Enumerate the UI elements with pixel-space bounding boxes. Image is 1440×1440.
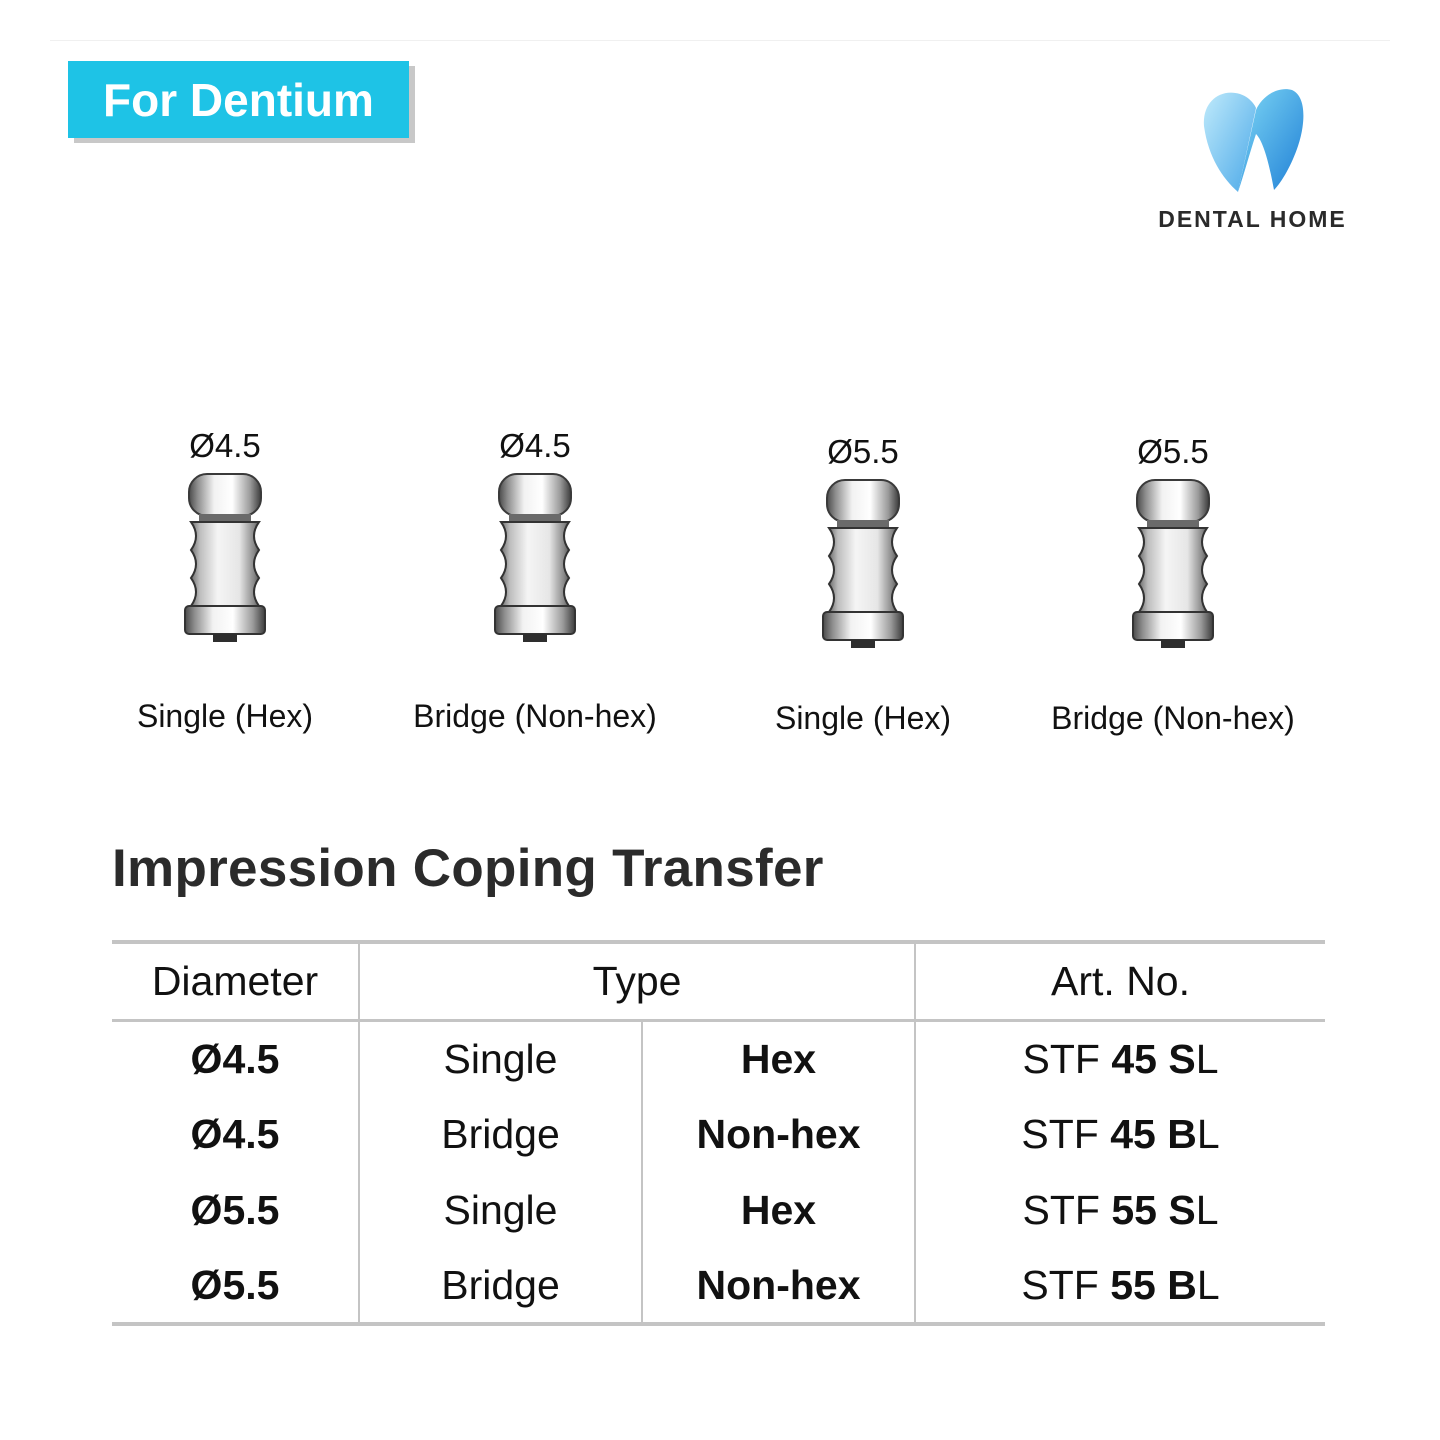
table-row (112, 1020, 1325, 1096)
header-type: Type (359, 942, 915, 1020)
product-card-3 (713, 432, 1013, 736)
cell-diameter: Ø4.5 (112, 1020, 359, 1096)
art-suffix: L (1196, 1261, 1220, 1308)
cell-type: Single (359, 1020, 642, 1096)
cell-connection: Non-hex (642, 1096, 915, 1172)
product-diameter: Ø4.5 (189, 427, 261, 464)
product-diameter: Ø5.5 (1137, 433, 1209, 470)
brand-tag: For Dentium (68, 61, 409, 138)
cell-diameter: Ø5.5 (112, 1172, 359, 1248)
art-code: 55 S (1111, 1186, 1196, 1233)
art-prefix: STF (1021, 1261, 1111, 1308)
art-suffix: L (1195, 1186, 1219, 1233)
product-diameter: Ø4.5 (499, 427, 571, 464)
impression-coping-image (485, 470, 585, 655)
product-label: Single (Hex) (136, 698, 314, 734)
product-label: Bridge (Non-hex) (413, 698, 657, 734)
art-prefix: STF (1022, 1186, 1112, 1233)
product-label: Single (Hex) (774, 700, 952, 736)
logo-text: DENTAL HOME (1158, 206, 1347, 232)
cell-diameter: Ø5.5 (112, 1248, 359, 1324)
art-suffix: L (1195, 1036, 1219, 1083)
impression-coping-image (175, 470, 275, 655)
art-suffix: L (1196, 1110, 1220, 1157)
cell-art-no (915, 1096, 1325, 1172)
cell-type: Bridge (359, 1096, 642, 1172)
product-label: Bridge (Non-hex) (1051, 700, 1295, 736)
art-code: 55 B (1110, 1261, 1197, 1308)
tooth-logo-icon (1198, 82, 1308, 194)
section-title: Impression Coping Transfer (112, 839, 824, 898)
product-diameter: Ø5.5 (827, 433, 899, 470)
cell-diameter: Ø4.5 (112, 1096, 359, 1172)
impression-coping-image (1118, 476, 1228, 661)
cell-connection: Hex (642, 1020, 915, 1096)
header-diameter: Diameter (112, 942, 359, 1020)
table-header-row (112, 942, 1325, 1020)
art-prefix: STF (1021, 1110, 1111, 1157)
product-card-1 (75, 426, 375, 734)
header-art-no: Art. No. (915, 942, 1325, 1020)
table-row (112, 1172, 1325, 1248)
product-card-4 (1023, 432, 1323, 736)
cell-connection: Hex (642, 1172, 915, 1248)
cell-art-no (915, 1248, 1325, 1324)
art-prefix: STF (1022, 1036, 1112, 1083)
cell-type: Bridge (359, 1248, 642, 1324)
dental-home-logo (1140, 82, 1365, 242)
impression-coping-image (808, 476, 918, 661)
cell-art-no (915, 1172, 1325, 1248)
table-row (112, 1248, 1325, 1324)
cell-art-no (915, 1020, 1325, 1096)
product-card-2 (385, 426, 685, 734)
cell-type: Single (359, 1172, 642, 1248)
top-divider (50, 40, 1390, 41)
art-code: 45 B (1110, 1110, 1197, 1157)
cell-connection: Non-hex (642, 1248, 915, 1324)
spec-table (112, 940, 1325, 1326)
table-row (112, 1096, 1325, 1172)
art-code: 45 S (1111, 1036, 1196, 1083)
